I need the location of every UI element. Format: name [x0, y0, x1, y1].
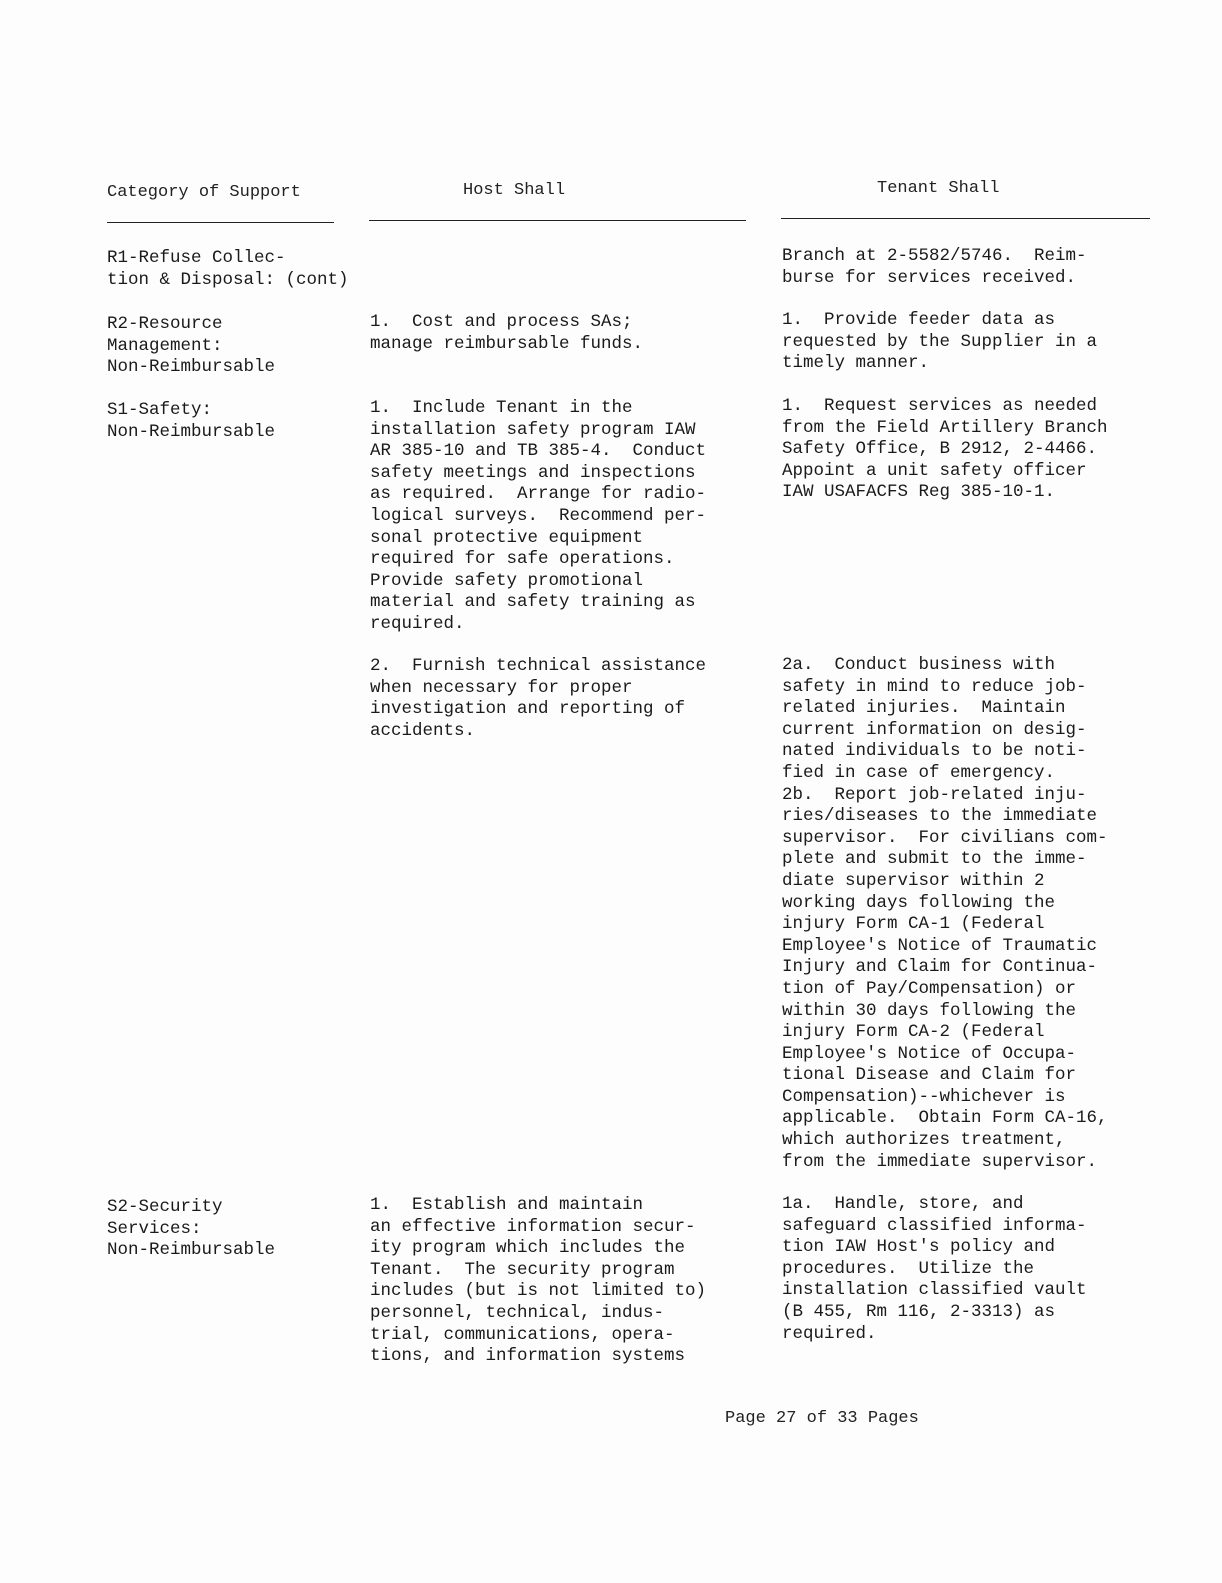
- host-s1-item-2: 2. Furnish technical assistance when necessary for proper investigation and reporting of accidents.: [370, 656, 707, 741]
- header-rule-category: [107, 222, 334, 223]
- header-category-of-support: Category of Support: [107, 183, 301, 202]
- page-number: Page 27 of 33 Pages: [725, 1409, 919, 1428]
- tenant-r2-text: 1. Provide feeder data as requested by the Supplier in a timely manner.: [782, 310, 1098, 374]
- host-s2-text: 1. Establish and maintain an effective information secur- ity program which includes the Tenant. The security program includes (but is not limited to) personnel, technical, indus- trial, communications, opera- tions, and information systems: [370, 1195, 707, 1367]
- category-r2-resource-management: R2-Resource Management: Non-Reimbursable: [107, 314, 276, 378]
- header-rule-host: [369, 220, 746, 221]
- tenant-s1-item-1: 1. Request services as needed from the Field Artillery Branch Safety Office, B 2912, 2-4466. Appoint a unit safety officer IAW USAFACFS Reg 385-10-1.: [782, 396, 1108, 503]
- category-s1-safety: S1-Safety: Non-Reimbursable: [107, 400, 276, 442]
- header-rule-tenant: [781, 218, 1150, 219]
- header-host-shall: Host Shall: [463, 181, 566, 200]
- host-r2-text: 1. Cost and process SAs; manage reimbursable funds.: [370, 312, 644, 354]
- host-s1-item-1: 1. Include Tenant in the installation safety program IAW AR 385-10 and TB 385-4. Conduct safety meetings and inspections as required. Arrange for radio- logical surveys. Recommend per- sonal protective equipment required for safe operations. Provide safety promotional material and safety training as required.: [370, 398, 707, 634]
- header-tenant-shall: Tenant Shall: [877, 179, 1000, 198]
- category-s2-security-services: S2-Security Services: Non-Reimbursable: [107, 1197, 276, 1261]
- category-r1-refuse-collection: R1-Refuse Collec- tion & Disposal: (cont): [107, 248, 349, 290]
- tenant-r1-text: Branch at 2-5582/5746. Reim- burse for services received.: [782, 246, 1087, 288]
- tenant-s2-text: 1a. Handle, store, and safeguard classified informa- tion IAW Host's policy and procedures. Utilize the installation classified vault (B 455, Rm 116, 2-3313) as required.: [782, 1194, 1087, 1344]
- tenant-s1-item-2: 2a. Conduct business with safety in mind to reduce job- related injuries. Maintain current information on desig- nated individuals to be noti- fied in case of emergency. 2b. Report job-related inju- ries/diseases to the immediate supervisor. For civilians com- plete and submit to the imme- diate supervisor within 2 working days following the injury Form CA-1 (Federal Employee's Notice of Traumatic Injury and Claim for Continua- tion of Pay/Compensation) or within 30 days following the injury Form CA-2 (Federal Employee's Notice of Occupa- tional Disease and Claim for Compensation)--whichever is applicable. Obtain Form CA-16, which authorizes treatment, from the immediate supervisor.: [782, 655, 1108, 1172]
